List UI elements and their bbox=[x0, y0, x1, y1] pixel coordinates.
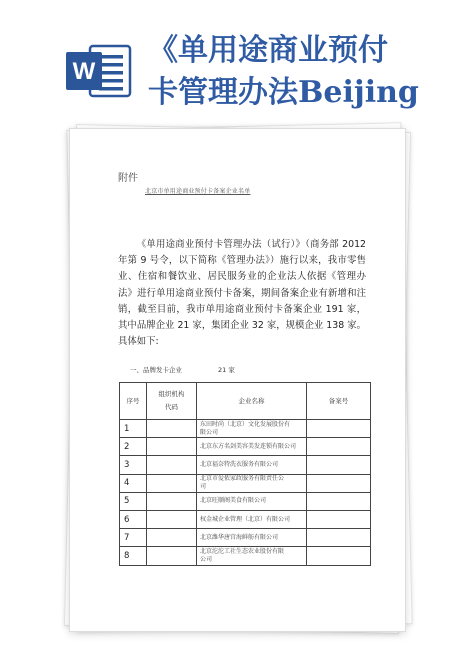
cell-name-line: 北京旺顺阁美食有限公司 bbox=[200, 497, 267, 505]
word-document-icon bbox=[64, 44, 134, 98]
header-org-code-line-2: 代码 bbox=[165, 403, 178, 411]
table-row bbox=[120, 456, 371, 474]
cell-org-code bbox=[147, 456, 197, 474]
document-title-line-1: 《单用途商业预付 bbox=[148, 33, 388, 68]
cell-record-no bbox=[307, 547, 371, 565]
cell-name-line: 北京市爱侬家政服务有限责任公 bbox=[200, 475, 285, 483]
word-icon-letter: W bbox=[72, 58, 96, 85]
cell-record-no bbox=[307, 438, 371, 456]
cell-name-line: 司 bbox=[200, 483, 207, 491]
document-title bbox=[148, 30, 470, 114]
cell-record-no bbox=[307, 420, 371, 438]
cell-record-no bbox=[307, 456, 371, 474]
cell-org-code bbox=[147, 547, 197, 565]
cell-record-no bbox=[307, 492, 371, 510]
cell-name bbox=[197, 492, 307, 510]
cell-seq: 8 bbox=[120, 547, 147, 565]
enterprise-table bbox=[119, 382, 371, 566]
document-title-line-2: 卡管理办法Beijing bbox=[148, 75, 419, 110]
cell-seq: 2 bbox=[120, 438, 147, 456]
table-row bbox=[120, 492, 371, 510]
cell-org-code bbox=[147, 492, 197, 510]
table-row bbox=[120, 474, 371, 492]
cell-name-line: 权金城企业管理（北京）有限公司 bbox=[200, 515, 291, 523]
cell-record-no bbox=[307, 510, 371, 528]
header-name: 企业名称 bbox=[197, 383, 307, 420]
cell-name-line: 东田时尚（北京）文化发展股份有 bbox=[200, 420, 291, 428]
table-header-row bbox=[120, 383, 371, 420]
cell-name-line: 北京东方名剑美容美发连锁有限公司 bbox=[200, 442, 297, 450]
cell-seq: 6 bbox=[120, 510, 147, 528]
cell-name bbox=[197, 456, 307, 474]
section-count: 21 家 bbox=[218, 366, 235, 374]
cell-org-code bbox=[147, 529, 197, 547]
cell-record-no bbox=[307, 474, 371, 492]
body-paragraph: 《单用途商业预付卡管理办法（试行）》（商务部 2012年第 9 号令，以下简称《管理办法》）施行以来，我市零售业、住宿和餐饮业、居民服务业的企业法人依据《管理办法》进行单用途商业预付卡备案，期间备案企业有新增和注销，截至目前，我市单用途商业预付卡备案企业 191 家，其中品牌企业 21 家，集团企业 32 家，规模企业 138 家。具体如下: bbox=[118, 239, 366, 348]
cell-org-code bbox=[147, 474, 197, 492]
cell-name-line: 北京福奈特洗衣服务有限公司 bbox=[200, 460, 279, 468]
cell-seq: 4 bbox=[120, 474, 147, 492]
cell-name bbox=[197, 474, 307, 492]
cell-name bbox=[197, 420, 307, 438]
cell-name bbox=[197, 547, 307, 565]
cell-name-line: 限公司 bbox=[200, 428, 219, 436]
document-subtitle: 北京市单用途商业预付卡备案企业名单 bbox=[145, 188, 251, 195]
cell-name-line: 北京沱沱工社生态农业股份有限 bbox=[200, 547, 285, 555]
table-row bbox=[120, 547, 371, 565]
header-record-no: 备案号 bbox=[307, 383, 371, 420]
cell-seq: 5 bbox=[120, 492, 147, 510]
cell-org-code bbox=[147, 438, 197, 456]
table-row bbox=[120, 438, 371, 456]
table-body bbox=[120, 420, 371, 566]
cell-name-line: 公司 bbox=[200, 555, 213, 563]
attachment-label: 附件 bbox=[118, 173, 138, 184]
cell-name-line: 北京潍华唐宫海鲜舫有限公司 bbox=[200, 533, 279, 541]
cell-name bbox=[197, 510, 307, 528]
table-row bbox=[120, 529, 371, 547]
cell-name bbox=[197, 438, 307, 456]
cell-seq: 7 bbox=[120, 529, 147, 547]
cell-org-code bbox=[147, 420, 197, 438]
cell-seq: 3 bbox=[120, 456, 147, 474]
header-seq: 序号 bbox=[120, 383, 147, 420]
cell-name bbox=[197, 529, 307, 547]
document-page bbox=[69, 128, 406, 632]
cell-seq: 1 bbox=[120, 420, 147, 438]
cell-org-code bbox=[147, 510, 197, 528]
table-row bbox=[120, 510, 371, 528]
table-row bbox=[120, 420, 371, 438]
section-heading: 一、品牌发卡企业 bbox=[130, 366, 182, 374]
preview-banner bbox=[0, 0, 474, 118]
header-org-code-line-1: 组织机构 bbox=[158, 390, 185, 398]
header-org-code bbox=[147, 383, 197, 420]
cell-record-no bbox=[307, 529, 371, 547]
